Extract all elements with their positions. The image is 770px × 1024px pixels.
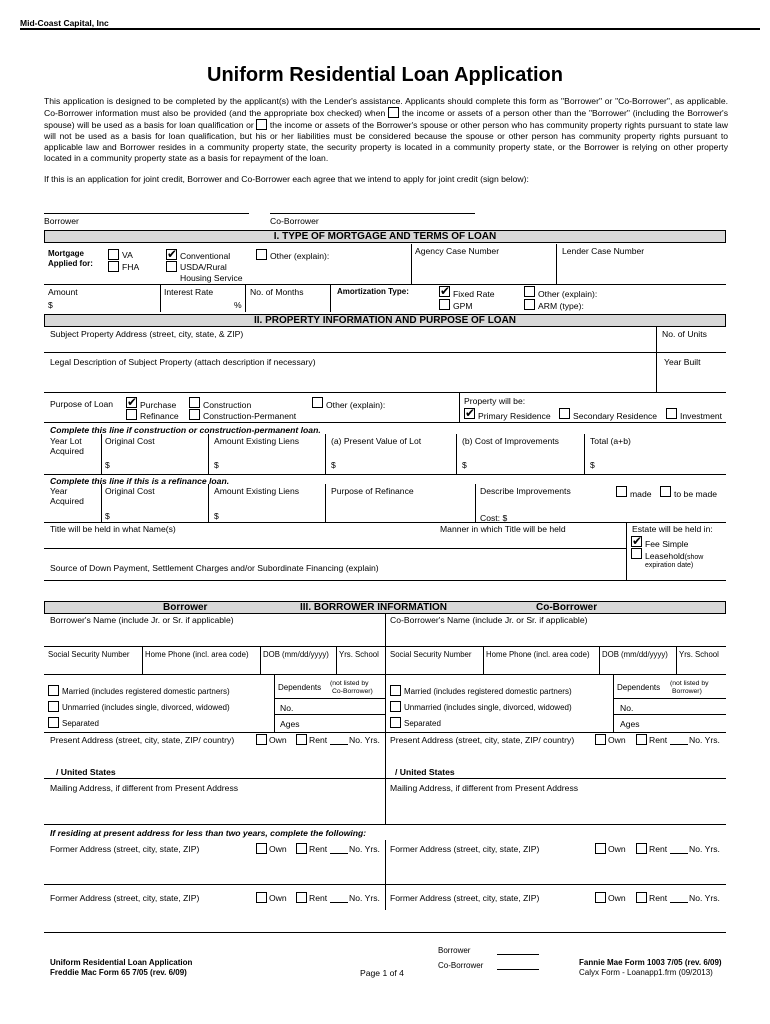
c-unmarried-label: Unmarried (includes single, divorced, widowed) bbox=[404, 703, 572, 712]
b-country: / United States bbox=[56, 767, 116, 777]
mortgage-other-label: Other (explain): bbox=[270, 251, 330, 261]
year-built-label: Year Built bbox=[664, 357, 701, 367]
secondary-residence-checkbox[interactable] bbox=[559, 408, 570, 419]
refi-acquired-label: Acquired bbox=[50, 496, 84, 506]
section-3-header bbox=[44, 601, 726, 614]
c-former1-rent-checkbox[interactable] bbox=[636, 843, 647, 854]
section-3-coborrower: Co-Borrower bbox=[536, 602, 598, 613]
b-dob-label: DOB (mm/dd/yyyy) bbox=[263, 650, 329, 659]
b-married-checkbox[interactable] bbox=[48, 685, 59, 696]
investment-checkbox[interactable] bbox=[666, 408, 677, 419]
fha-label: FHA bbox=[122, 262, 140, 272]
fixed-rate-label: Fixed Rate bbox=[453, 289, 495, 299]
purpose-refinance-label: Purpose of Refinance bbox=[331, 486, 414, 496]
c-former2-rent-checkbox[interactable] bbox=[636, 892, 647, 903]
b-former2-own-checkbox[interactable] bbox=[256, 892, 267, 903]
conventional-label: Conventional bbox=[180, 251, 231, 261]
b-ssn-label: Social Security Number bbox=[48, 650, 130, 659]
footer-fannie: Fannie Mae Form 1003 7/05 (rev. 6/09) bbox=[579, 958, 722, 967]
refi-cost-label: Cost: $ bbox=[480, 513, 508, 523]
purchase-checkbox[interactable] bbox=[126, 397, 137, 408]
b-own-label: Own bbox=[269, 735, 287, 745]
agency-case-label: Agency Case Number bbox=[415, 246, 500, 256]
b-separated-label: Separated bbox=[62, 719, 99, 728]
spouse-not-used-checkbox[interactable] bbox=[256, 119, 267, 130]
construction-checkbox[interactable] bbox=[189, 397, 200, 408]
fee-simple-label: Fee Simple bbox=[645, 539, 689, 549]
fha-checkbox[interactable] bbox=[108, 261, 119, 272]
b-rent-checkbox[interactable] bbox=[296, 734, 307, 745]
to-be-made-checkbox[interactable] bbox=[660, 486, 671, 497]
footer-freddie: Freddie Mac Form 65 7/05 (rev. 6/09) bbox=[50, 968, 187, 977]
b-dependents-label: Dependents bbox=[278, 683, 322, 692]
borrower-name-label: Borrower's Name (include Jr. or Sr. if applicable) bbox=[50, 615, 234, 625]
investment-label: Investment bbox=[680, 411, 723, 421]
section-1-header: I. TYPE OF MORTGAGE AND TERMS OF LOAN bbox=[44, 230, 726, 243]
secondary-residence-label: Secondary Residence bbox=[573, 411, 658, 421]
applied-for-label: Applied for: bbox=[48, 259, 93, 268]
refi-original-cost-label: Original Cost bbox=[105, 486, 155, 496]
b-former-address-2-label: Former Address (street, city, state, ZIP) bbox=[50, 893, 200, 903]
units-label: No. of Units bbox=[662, 329, 707, 339]
b-present-address-label: Present Address (street, city, state, ZIP/ country) bbox=[50, 735, 235, 745]
va-checkbox[interactable] bbox=[108, 249, 119, 260]
b-not-listed-label: (not listed by bbox=[330, 680, 369, 687]
c-dependents-no: No. bbox=[620, 703, 634, 713]
manner-label: Manner in which Title will be held bbox=[440, 524, 566, 534]
present-value-label: (a) Present Value of Lot bbox=[331, 436, 422, 446]
company-name: Mid-Coast Capital, Inc bbox=[20, 18, 109, 28]
amort-other-label: Other (explain): bbox=[538, 289, 598, 299]
lot-cost-dollar: $ bbox=[105, 460, 110, 470]
footer-form-name: Uniform Residential Loan Application bbox=[50, 958, 193, 967]
joint-credit-text: If this is an application for joint credit, Borrower and Co-Borrower each agree that we intend to apply for joint credit (sign below): bbox=[44, 174, 529, 184]
b-own-checkbox[interactable] bbox=[256, 734, 267, 745]
c-dob-label: DOB (mm/dd/yyyy) bbox=[602, 650, 668, 659]
b-former1-years-blank[interactable] bbox=[330, 853, 348, 854]
footer-coborrower-label: Co-Borrower bbox=[438, 961, 484, 970]
lot-liens-label: Amount Existing Liens bbox=[214, 436, 300, 446]
c-former2-yrs-label: No. Yrs. bbox=[689, 893, 720, 903]
c-rent-label: Rent bbox=[649, 735, 668, 745]
year-lot-label: Year Lot bbox=[50, 436, 82, 446]
c-former-address-2-label: Former Address (street, city, state, ZIP) bbox=[390, 893, 540, 903]
cost-improvements-label: (b) Cost of Improvements bbox=[462, 436, 559, 446]
c-former1-own-label: Own bbox=[608, 844, 626, 854]
primary-residence-label: Primary Residence bbox=[478, 411, 551, 421]
borrower-sign-label: Borrower bbox=[44, 216, 79, 226]
made-label: made bbox=[630, 489, 652, 499]
page-number: Page 1 of 4 bbox=[360, 968, 404, 978]
section-3-title: III. BORROWER INFORMATION bbox=[300, 602, 448, 613]
construction-perm-label: Construction-Permanent bbox=[203, 411, 297, 421]
b-former2-own-label: Own bbox=[269, 893, 287, 903]
b-former2-yrs-label: No. Yrs. bbox=[349, 893, 380, 903]
b-by-coborrower-label: Co-Borrower) bbox=[332, 688, 373, 695]
b-former1-own-checkbox[interactable] bbox=[256, 843, 267, 854]
gpm-checkbox[interactable] bbox=[439, 299, 450, 310]
c-dependents-ages: Ages bbox=[620, 719, 640, 729]
footer-borrower-label: Borrower bbox=[438, 946, 471, 955]
purchase-label: Purchase bbox=[140, 400, 177, 410]
source-down-payment-label: Source of Down Payment, Settlement Charges and/or Subordinate Financing (explain) bbox=[50, 563, 379, 573]
va-label: VA bbox=[122, 250, 133, 260]
expiration-label: expiration date) bbox=[645, 562, 694, 569]
b-years-blank[interactable] bbox=[330, 744, 348, 745]
c-unmarried-checkbox[interactable] bbox=[390, 701, 401, 712]
construction-perm-checkbox[interactable] bbox=[189, 409, 200, 420]
construction-label: Construction bbox=[203, 400, 252, 410]
c-married-label: Married (includes registered domestic partners) bbox=[404, 687, 572, 696]
b-former1-rent-label: Rent bbox=[309, 844, 328, 854]
c-former2-own-checkbox[interactable] bbox=[595, 892, 606, 903]
refinance-line-note: Complete this line if this is a refinance loan. bbox=[50, 476, 230, 486]
footer-borrower-initials[interactable] bbox=[497, 954, 539, 955]
c-former1-yrs-label: No. Yrs. bbox=[689, 844, 720, 854]
c-former2-years-blank[interactable] bbox=[670, 902, 688, 903]
b-former2-rent-label: Rent bbox=[309, 893, 328, 903]
usda-checkbox[interactable] bbox=[166, 261, 177, 272]
to-be-made-label: to be made bbox=[674, 489, 717, 499]
total-dollar: $ bbox=[590, 460, 595, 470]
b-rent-label: Rent bbox=[309, 735, 328, 745]
header-rule bbox=[20, 28, 760, 30]
housing-service-label: Housing Service bbox=[180, 273, 243, 283]
c-former1-own-checkbox[interactable] bbox=[595, 843, 606, 854]
gpm-label: GPM bbox=[453, 301, 473, 311]
purpose-label: Purpose of Loan bbox=[50, 399, 114, 409]
amortization-label: Amortization Type: bbox=[337, 287, 409, 296]
property-will-be-label: Property will be: bbox=[464, 396, 526, 406]
c-phone-label: Home Phone (incl. area code) bbox=[486, 650, 590, 659]
purpose-other-checkbox[interactable] bbox=[312, 397, 323, 408]
coborrower-sign-line[interactable] bbox=[270, 213, 475, 214]
cost-improvements-dollar: $ bbox=[462, 460, 467, 470]
borrower-sign-line[interactable] bbox=[44, 213, 249, 214]
describe-improvements-label: Describe Improvements bbox=[480, 486, 571, 496]
leasehold-label: Leasehold(show bbox=[645, 551, 704, 561]
refi-cost-dollar: $ bbox=[105, 511, 110, 521]
total-label: Total (a+b) bbox=[590, 436, 631, 446]
b-phone-label: Home Phone (incl. area code) bbox=[145, 650, 249, 659]
c-married-checkbox[interactable] bbox=[390, 685, 401, 696]
legal-description-label: Legal Description of Subject Property (attach description if necessary) bbox=[50, 357, 316, 367]
c-own-checkbox[interactable] bbox=[595, 734, 606, 745]
construction-line-note: Complete this line if construction or construction-permanent loan. bbox=[50, 425, 321, 435]
months-label: No. of Months bbox=[250, 287, 304, 297]
b-separated-checkbox[interactable] bbox=[48, 717, 59, 728]
purpose-other-label: Other (explain): bbox=[326, 400, 386, 410]
interest-pct: % bbox=[234, 300, 242, 310]
c-by-borrower-label: Borrower) bbox=[672, 688, 702, 695]
interest-rate-label: Interest Rate bbox=[164, 287, 214, 297]
primary-residence-checkbox[interactable] bbox=[464, 408, 475, 419]
c-separated-checkbox[interactable] bbox=[390, 717, 401, 728]
footer-calyx: Calyx Form - Loanapp1.frm (09/2013) bbox=[579, 968, 713, 977]
arm-checkbox[interactable] bbox=[524, 299, 535, 310]
b-school-label: Yrs. School bbox=[339, 650, 379, 659]
c-mailing-label: Mailing Address, if different from Present Address bbox=[390, 783, 579, 793]
leasehold-checkbox[interactable] bbox=[631, 548, 642, 559]
b-former2-rent-checkbox[interactable] bbox=[296, 892, 307, 903]
fee-simple-checkbox[interactable] bbox=[631, 536, 642, 547]
estate-label: Estate will be held in: bbox=[632, 524, 713, 534]
c-former2-rent-label: Rent bbox=[649, 893, 668, 903]
refi-year-label: Year bbox=[50, 486, 68, 496]
intro-paragraph: This application is designed to be completed by the applicant(s) with the Lender's assistance. Applicants should complete this form as "Borrower" or "Co-Borrower", as applicable. Co-Borrower information must also be provided (and the appropriate box checked) when the income or assets of a person other than the "Borrower" (including the Borrower's spouse) will be used as a basis for loan qualification or the income or assets of the Borrower's spouse or other person who has community property rights pursuant to state law will not be used as a basis for loan qualification, but his or her liabilities must be considered because the spouse or other person has community property rights pursuant to applicable law and Borrower resides in a community property state, the security property is located in a community property state, or the Borrower is relying on other property located in a community property state as a basis for repayment of the loan. bbox=[44, 96, 729, 163]
acquired-label: Acquired bbox=[50, 446, 84, 456]
b-dependents-no: No. bbox=[280, 703, 294, 713]
section-3-borrower: Borrower bbox=[163, 602, 208, 613]
b-former1-yrs-label: No. Yrs. bbox=[349, 844, 380, 854]
c-dependents-label: Dependents bbox=[617, 683, 661, 692]
c-country: / United States bbox=[395, 767, 455, 777]
c-former-address-1-label: Former Address (street, city, state, ZIP) bbox=[390, 844, 540, 854]
b-no-yrs-label: No. Yrs. bbox=[349, 735, 380, 745]
two-years-note: If residing at present address for less than two years, complete the following: bbox=[50, 828, 367, 838]
b-former1-own-label: Own bbox=[269, 844, 287, 854]
c-ssn-label: Social Security Number bbox=[390, 650, 472, 659]
lot-liens-dollar: $ bbox=[214, 460, 219, 470]
title-held-label: Title will be held in what Name(s) bbox=[50, 524, 176, 534]
coborrower-sign-label: Co-Borrower bbox=[270, 216, 319, 226]
conventional-checkbox[interactable] bbox=[166, 249, 177, 260]
coborrower-name-label: Co-Borrower's Name (include Jr. or Sr. if applicable) bbox=[390, 615, 588, 625]
footer-coborrower-initials[interactable] bbox=[497, 969, 539, 970]
c-separated-label: Separated bbox=[404, 719, 441, 728]
b-unmarried-checkbox[interactable] bbox=[48, 701, 59, 712]
section-2-header: II. PROPERTY INFORMATION AND PURPOSE OF LOAN bbox=[44, 314, 726, 327]
form-title: Uniform Residential Loan Application bbox=[207, 64, 563, 86]
c-own-label: Own bbox=[608, 735, 626, 745]
lender-case-label: Lender Case Number bbox=[562, 246, 645, 256]
amount-label: Amount bbox=[48, 287, 78, 297]
amount-dollar: $ bbox=[48, 300, 53, 310]
c-no-yrs-label: No. Yrs. bbox=[689, 735, 720, 745]
b-mailing-label: Mailing Address, if different from Present Address bbox=[50, 783, 239, 793]
mortgage-other-checkbox[interactable] bbox=[256, 249, 267, 260]
b-married-label: Married (includes registered domestic partners) bbox=[62, 687, 230, 696]
made-checkbox[interactable] bbox=[616, 486, 627, 497]
fixed-rate-checkbox[interactable] bbox=[439, 286, 450, 297]
subject-address-label: Subject Property Address (street, city, state, & ZIP) bbox=[50, 329, 244, 339]
b-former-address-1-label: Former Address (street, city, state, ZIP) bbox=[50, 844, 200, 854]
lot-original-cost-label: Original Cost bbox=[105, 436, 155, 446]
amort-other-checkbox[interactable] bbox=[524, 286, 535, 297]
c-present-address-label: Present Address (street, city, state, ZIP/ country) bbox=[390, 735, 575, 745]
refinance-label: Refinance bbox=[140, 411, 179, 421]
arm-label: ARM (type): bbox=[538, 301, 584, 311]
coborrower-used-checkbox[interactable] bbox=[388, 107, 399, 118]
c-years-blank[interactable] bbox=[670, 744, 688, 745]
c-former2-own-label: Own bbox=[608, 893, 626, 903]
c-not-listed-label: (not listed by bbox=[670, 680, 709, 687]
mortgage-applied-label: Mortgage bbox=[48, 249, 84, 258]
b-unmarried-label: Unmarried (includes single, divorced, widowed) bbox=[62, 703, 230, 712]
c-former1-rent-label: Rent bbox=[649, 844, 668, 854]
refi-liens-label: Amount Existing Liens bbox=[214, 486, 300, 496]
c-rent-checkbox[interactable] bbox=[636, 734, 647, 745]
b-former1-rent-checkbox[interactable] bbox=[296, 843, 307, 854]
usda-label: USDA/Rural bbox=[180, 262, 227, 272]
c-former1-years-blank[interactable] bbox=[670, 853, 688, 854]
b-dependents-ages: Ages bbox=[280, 719, 300, 729]
c-school-label: Yrs. School bbox=[679, 650, 719, 659]
present-value-dollar: $ bbox=[331, 460, 336, 470]
refinance-checkbox[interactable] bbox=[126, 409, 137, 420]
refi-liens-dollar: $ bbox=[214, 511, 219, 521]
b-former2-years-blank[interactable] bbox=[330, 902, 348, 903]
